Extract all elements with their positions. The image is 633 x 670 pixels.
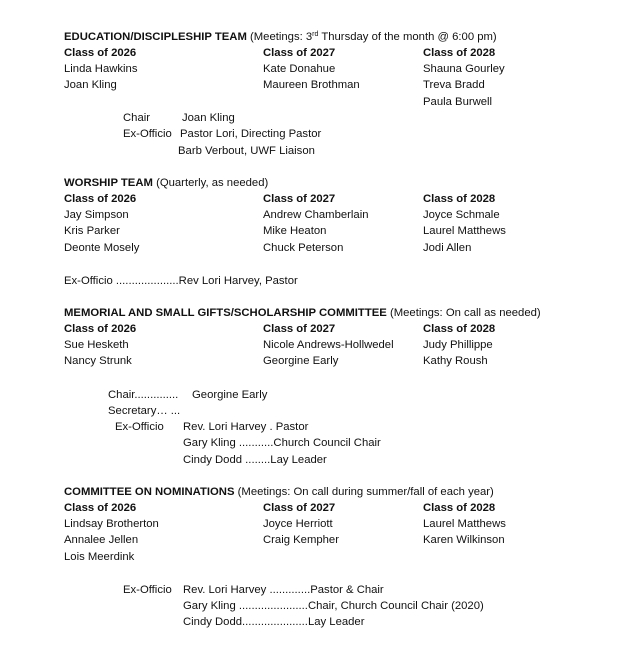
chair-name: Georgine Early bbox=[192, 389, 268, 401]
section-title: EDUCATION/DISCIPLESHIP TEAM bbox=[64, 31, 247, 43]
exofficio-member: Rev. Lori Harvey . Pastor bbox=[183, 421, 309, 433]
meeting-info: (Quarterly, as needed) bbox=[156, 177, 269, 189]
member-name: Nancy Strunk bbox=[64, 355, 132, 368]
member-name: Treva Bradd bbox=[423, 79, 485, 92]
section-heading bbox=[64, 175, 624, 191]
member-name: Kate Donahue bbox=[263, 63, 336, 76]
memorial-scholarship-section bbox=[64, 305, 624, 370]
secretary-line: Secretary… ... bbox=[108, 405, 181, 417]
member-name: Judy Phillippe bbox=[423, 339, 493, 352]
member-name: Andrew Chamberlain bbox=[263, 209, 369, 222]
class-2027-header: Class of 2027 bbox=[263, 502, 336, 514]
chair-name: Joan Kling bbox=[182, 112, 235, 124]
member-name: Annalee Jellen bbox=[64, 534, 139, 547]
member-name: Georgine Early bbox=[263, 355, 339, 368]
exofficio-line: Ex-Officio ....................Rev Lori Harvey, Pastor bbox=[64, 275, 298, 287]
exofficio-member: Gary Kling ......................Chair, Church Council Chair (2020) bbox=[183, 600, 484, 612]
class-2027-header: Class of 2027 bbox=[263, 193, 336, 205]
member-name: Laurel Matthews bbox=[423, 518, 506, 531]
exofficio-label: Ex-Officio bbox=[115, 421, 164, 433]
member-row bbox=[64, 61, 624, 77]
exofficio-member: Cindy Dodd.....................Lay Leader bbox=[183, 616, 365, 628]
class-2026-header: Class of 2026 bbox=[64, 193, 137, 205]
class-2028-header: Class of 2028 bbox=[423, 502, 496, 514]
member-name: Nicole Andrews-Hollwedel bbox=[263, 339, 394, 352]
class-2027-header: Class of 2027 bbox=[263, 47, 336, 59]
class-2028-header: Class of 2028 bbox=[423, 193, 496, 205]
nominations-section bbox=[64, 484, 624, 565]
class-2027-header: Class of 2027 bbox=[263, 323, 336, 335]
exofficio-label: Ex-Officio bbox=[123, 128, 172, 140]
class-2026-header: Class of 2026 bbox=[64, 502, 137, 514]
member-name: Jay Simpson bbox=[64, 209, 129, 222]
member-row bbox=[64, 516, 624, 532]
member-row bbox=[64, 223, 624, 239]
member-row bbox=[64, 353, 624, 369]
member-name: Linda Hawkins bbox=[64, 63, 138, 76]
meeting-info: (Meetings: 3rd Thursday of the month @ 6:00 pm) bbox=[250, 31, 497, 43]
section-title: WORSHIP TEAM bbox=[64, 177, 153, 189]
member-name: Joan Kling bbox=[64, 79, 117, 92]
section-heading bbox=[64, 305, 624, 321]
exofficio-member: Barb Verbout, UWF Liaison bbox=[178, 145, 315, 157]
section-heading bbox=[64, 29, 624, 45]
member-name: Sue Hesketh bbox=[64, 339, 129, 352]
education-discipleship-section bbox=[64, 29, 624, 110]
class-2028-header: Class of 2028 bbox=[423, 323, 496, 335]
member-row bbox=[64, 532, 624, 548]
member-name: Maureen Brothman bbox=[263, 79, 360, 92]
class-2028-header: Class of 2028 bbox=[423, 47, 496, 59]
section-title: MEMORIAL AND SMALL GIFTS/SCHOLARSHIP COMMITTEE bbox=[64, 307, 387, 319]
member-name: Kris Parker bbox=[64, 225, 120, 238]
exofficio-member: Cindy Dodd ........Lay Leader bbox=[183, 454, 327, 466]
member-name: Mike Heaton bbox=[263, 225, 327, 238]
class-2026-header: Class of 2026 bbox=[64, 47, 137, 59]
member-name: Craig Kempher bbox=[263, 534, 339, 547]
member-name: Shauna Gourley bbox=[423, 63, 505, 76]
class-header-row bbox=[64, 500, 624, 516]
meeting-info: (Meetings: On call as needed) bbox=[389, 307, 541, 319]
member-name: Lindsay Brotherton bbox=[64, 518, 159, 531]
member-name: Joyce Herriott bbox=[263, 518, 333, 531]
exofficio-label: Ex-Officio bbox=[123, 584, 172, 596]
member-row bbox=[64, 549, 624, 565]
section-title: COMMITTEE ON NOMINATIONS bbox=[64, 486, 235, 498]
member-row bbox=[64, 337, 624, 353]
exofficio-member: Pastor Lori, Directing Pastor bbox=[180, 128, 322, 140]
member-row bbox=[64, 207, 624, 223]
class-header-row bbox=[64, 191, 624, 207]
member-row bbox=[64, 77, 624, 93]
chair-label: Chair bbox=[123, 112, 150, 124]
member-row bbox=[64, 240, 624, 256]
class-header-row bbox=[64, 45, 624, 61]
member-name: Paula Burwell bbox=[423, 95, 493, 108]
member-name: Jodi Allen bbox=[423, 241, 472, 254]
member-name: Karen Wilkinson bbox=[423, 534, 505, 547]
worship-team-section bbox=[64, 175, 624, 256]
member-name: Lois Meerdink bbox=[64, 550, 135, 563]
exofficio-member: Gary Kling ...........Church Council Chair bbox=[183, 437, 381, 449]
exofficio-member: Rev. Lori Harvey .............Pastor & Chair bbox=[183, 584, 384, 596]
member-name: Kathy Roush bbox=[423, 355, 488, 368]
member-row bbox=[64, 94, 624, 110]
chair-label: Chair.............. bbox=[108, 389, 179, 401]
member-name: Deonte Mosely bbox=[64, 241, 140, 254]
member-name: Joyce Schmale bbox=[423, 209, 500, 222]
meeting-info: (Meetings: On call during summer/fall of each year) bbox=[237, 486, 494, 498]
section-heading bbox=[64, 484, 624, 500]
class-header-row bbox=[64, 321, 624, 337]
class-2026-header: Class of 2026 bbox=[64, 323, 137, 335]
member-name: Chuck Peterson bbox=[263, 241, 344, 254]
member-name: Laurel Matthews bbox=[423, 225, 506, 238]
